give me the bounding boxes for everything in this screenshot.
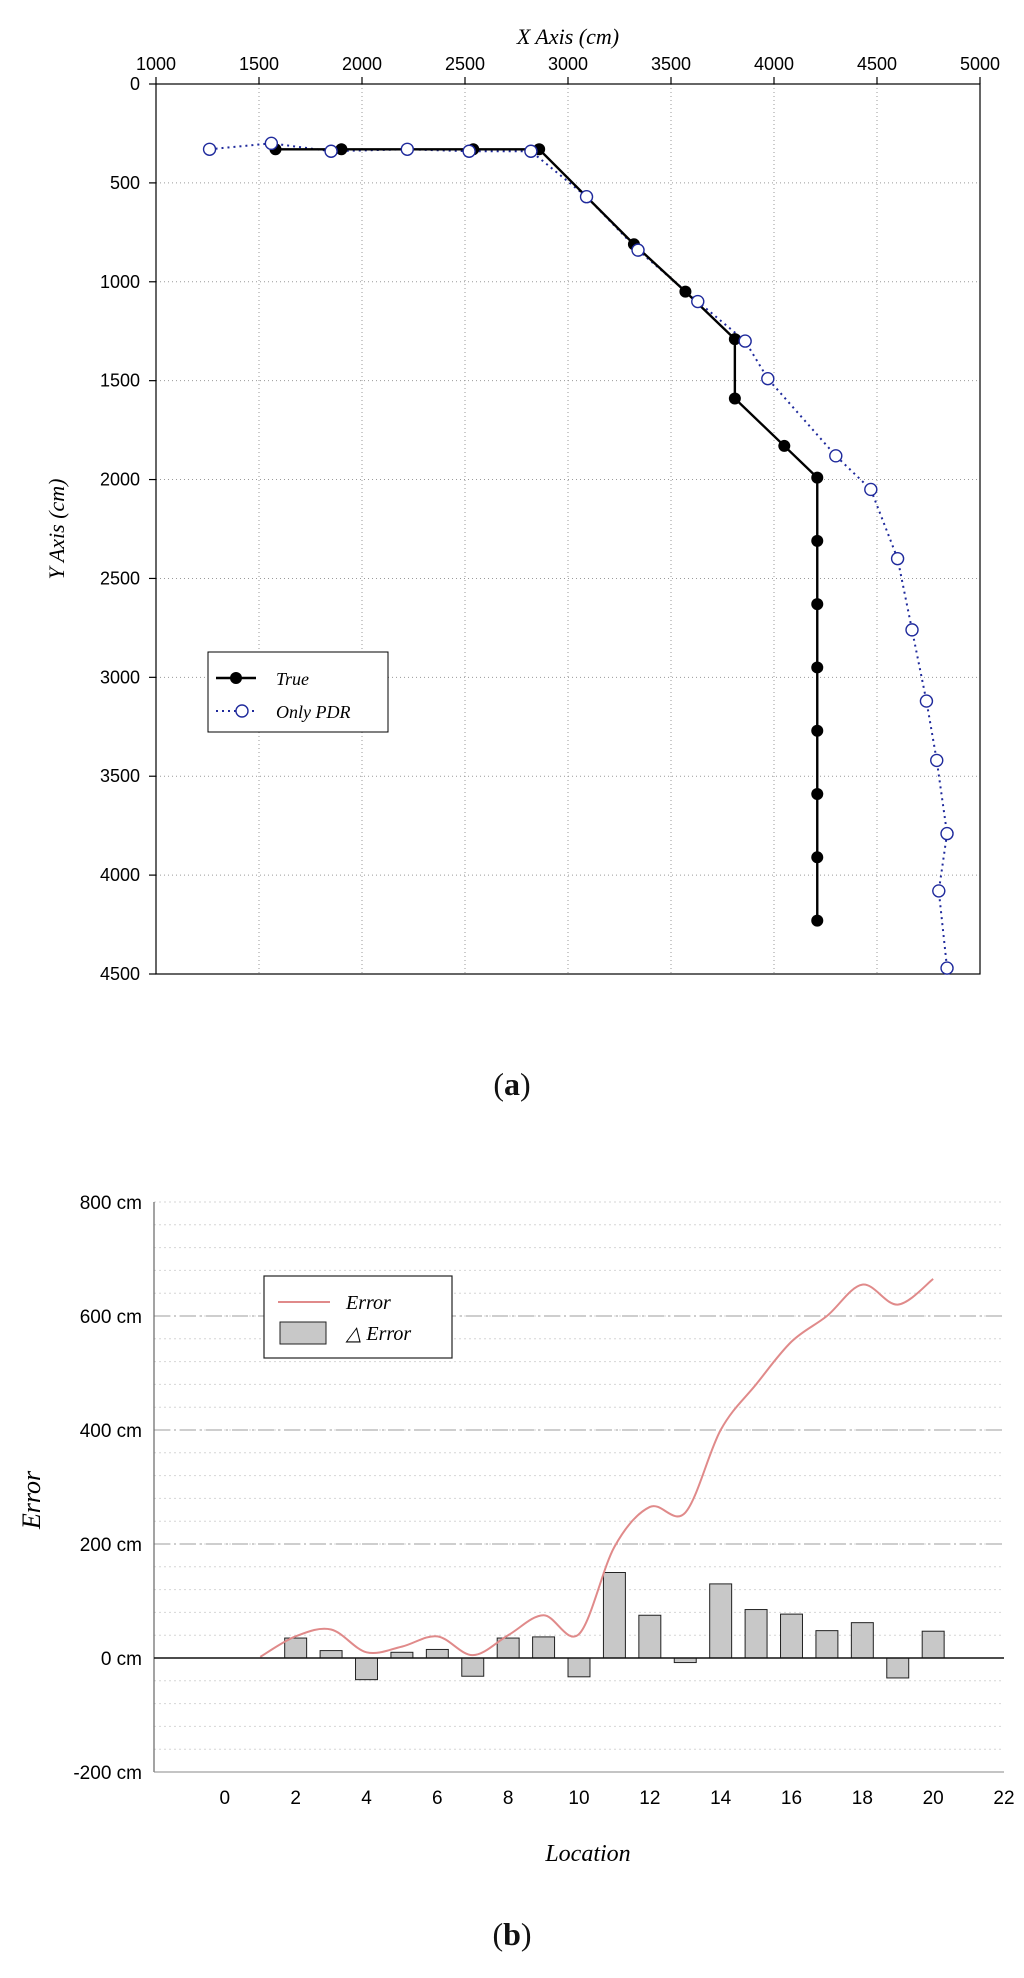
delta-error-bar [781, 1614, 803, 1658]
only-pdr-point [931, 754, 943, 766]
delta-error-bar [603, 1573, 625, 1659]
legend [264, 1276, 452, 1358]
legend-label-delta-error: △ Error [346, 1323, 412, 1345]
y-tick-label: 4500 [99, 964, 140, 984]
true-point [811, 661, 823, 673]
only-pdr-point [692, 296, 704, 308]
x-tick-label: 22 [993, 1788, 1015, 1809]
y-tick-label: 0 cm [100, 1649, 142, 1670]
x-tick-label: 1500 [238, 54, 280, 74]
only-pdr-point [739, 335, 751, 347]
legend-label-pdr: Only PDR [276, 702, 351, 722]
y-tick-label: 0 [129, 74, 140, 94]
y-tick-label: 600 cm [79, 1307, 142, 1328]
x-tick-label: 3500 [650, 54, 692, 74]
x-tick-label: 3000 [547, 54, 589, 74]
only-pdr-point [265, 137, 277, 149]
delta-error-bar [568, 1658, 590, 1677]
legend-marker-true [230, 672, 242, 684]
delta-error-bar [462, 1658, 484, 1676]
y-tick-label: -200 cm [73, 1763, 142, 1784]
delta-error-bar [533, 1637, 555, 1658]
only-pdr-point [762, 373, 774, 385]
x-tick-label: 18 [851, 1788, 873, 1809]
y-tick-label: 2500 [99, 568, 140, 589]
only-pdr-point [581, 191, 593, 203]
y-tick-label: 3000 [99, 667, 140, 688]
x-tick-label: 16 [780, 1788, 803, 1809]
only-pdr-point [865, 483, 877, 495]
true-point [811, 788, 823, 800]
only-pdr-point [941, 962, 953, 974]
chart-b [0, 1150, 1024, 1910]
x-tick-label: 4500 [856, 54, 898, 74]
only-pdr-point [525, 145, 537, 157]
delta-error-bar [356, 1658, 378, 1680]
true-point [679, 286, 691, 298]
y-tick-label: 1000 [99, 271, 140, 292]
delta-error-bar [391, 1652, 413, 1658]
legend-label-true: True [276, 669, 310, 689]
series-line-only-pdr [210, 143, 947, 968]
delta-error-bar [922, 1631, 944, 1658]
x-tick-label: 2000 [341, 54, 383, 74]
x-tick-label: 1000 [135, 54, 177, 74]
y-axis-label: Y Axis (cm) [44, 478, 69, 580]
only-pdr-point [892, 553, 904, 565]
delta-error-bar [887, 1658, 909, 1678]
x-tick-label: 6 [432, 1788, 443, 1809]
only-pdr-point [632, 244, 644, 256]
x-tick-label: 2 [290, 1788, 301, 1809]
delta-error-bar [851, 1623, 873, 1658]
x-tick-label: 4 [361, 1788, 372, 1809]
only-pdr-point [325, 145, 337, 157]
true-point [811, 851, 823, 863]
y-tick-label: 4000 [99, 865, 140, 886]
only-pdr-point [941, 828, 953, 840]
delta-error-bar [426, 1649, 448, 1658]
true-point [811, 915, 823, 927]
true-point [729, 392, 741, 404]
x-tick-label: 2500 [444, 54, 486, 74]
true-point [811, 598, 823, 610]
true-point [811, 535, 823, 547]
legend-marker-pdr [236, 705, 248, 717]
delta-error-bar [710, 1584, 732, 1658]
y-tick-label: 400 cm [79, 1421, 142, 1442]
x-tick-label: 20 [922, 1788, 944, 1809]
delta-error-bar [639, 1615, 661, 1658]
legend [208, 652, 388, 732]
only-pdr-point [463, 145, 475, 157]
panel-label-a: (a) [493, 1066, 531, 1102]
only-pdr-point [933, 885, 945, 897]
only-pdr-point [920, 695, 932, 707]
x-tick-label: 10 [568, 1788, 590, 1809]
figure-b [0, 1150, 1024, 1978]
series-line-true [275, 149, 817, 920]
true-point [811, 472, 823, 484]
delta-error-bar [816, 1631, 838, 1658]
delta-error-bar [320, 1651, 342, 1658]
x-tick-label: 14 [710, 1788, 732, 1809]
legend-label-error: Error [346, 1292, 391, 1314]
delta-error-bar [745, 1610, 767, 1658]
x-tick-label: 0 [219, 1788, 231, 1809]
only-pdr-point [906, 624, 918, 636]
legend-marker-delta-error [280, 1322, 326, 1344]
only-pdr-point [401, 143, 413, 155]
y-tick-label: 800 cm [79, 1193, 142, 1214]
x-tick-label: 8 [502, 1788, 514, 1809]
x-axis-label: X Axis (cm) [516, 24, 620, 49]
y-tick-label: 3500 [99, 766, 140, 787]
x-tick-label: 12 [639, 1788, 661, 1809]
y-axis-label: Error [17, 1470, 46, 1530]
y-tick-label: 200 cm [79, 1535, 142, 1556]
true-point [778, 440, 790, 452]
y-tick-label: 1500 [99, 370, 140, 391]
only-pdr-point [830, 450, 842, 462]
x-tick-label: 4000 [753, 54, 795, 74]
y-tick-label: 2000 [99, 469, 140, 490]
x-tick-label: 5000 [959, 54, 1001, 74]
true-point [811, 725, 823, 737]
y-tick-label: 500 [109, 172, 140, 193]
x-axis-label: Location [545, 1841, 631, 1867]
only-pdr-point [204, 143, 216, 155]
panel-label-b: (b) [492, 1916, 532, 1952]
